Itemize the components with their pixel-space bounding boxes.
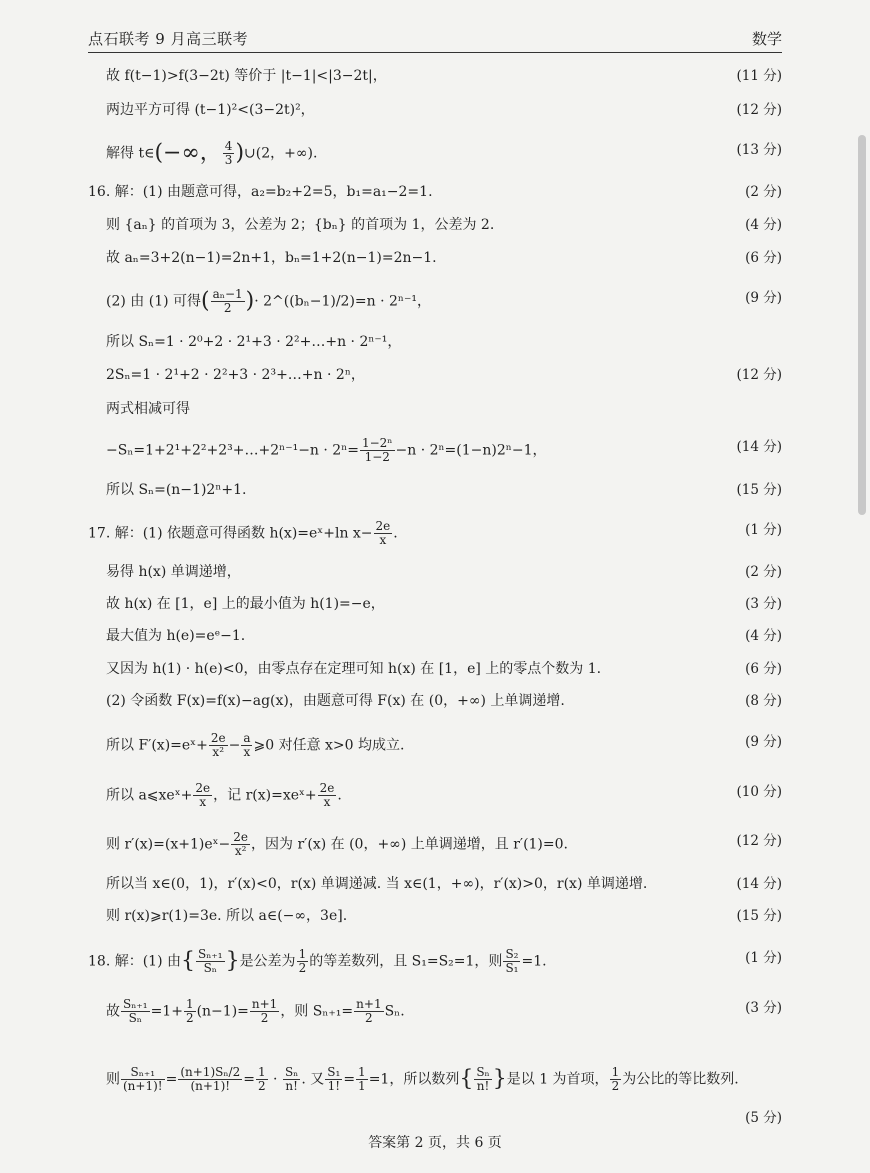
solution-line — [106, 288, 782, 315]
text-run: 所以 Sₙ=1 · 2⁰+2 · 2¹+3 · 2²+…+n · 2ⁿ⁻¹， — [106, 334, 402, 350]
score-label: (3 分) — [745, 1000, 782, 1016]
text-run: 最大值为 h(e)=eᵉ−1. — [106, 628, 246, 644]
text-run: 则 r(x)⩾r(1)=3e. 所以 a∈(−∞，3e]. — [106, 908, 348, 924]
fraction — [256, 1066, 268, 1093]
solution-line — [106, 998, 782, 1025]
fraction — [178, 1066, 242, 1093]
numerator: (n+1)Sₙ/2 — [180, 1065, 241, 1079]
denominator: 2 — [257, 1079, 266, 1093]
text-run: (2) 由 (1) 可得 — [106, 293, 202, 310]
text-run: 则 {aₙ} 的首项为 3，公差为 2；{bₙ} 的首项为 1，公差为 2. — [106, 217, 495, 233]
score-label: (6 分) — [745, 250, 782, 266]
numerator: Sₙ — [476, 1065, 490, 1079]
text-run: 16. 解：(1) 由题意可得，a₂=b₂+2=5，b₁=a₁−2=1. — [88, 184, 433, 200]
text-run: = — [165, 1071, 178, 1088]
bracket: (−∞， — [154, 140, 222, 166]
score-label: (12 分) — [736, 833, 782, 849]
solution-line — [106, 365, 782, 385]
text-run: 17. 解：(1) 依题意可得函数 h(x)=eˣ+ln x− — [88, 525, 373, 542]
text-run: 18. 解：(1) 由 — [88, 953, 181, 970]
score-label: (12 分) — [736, 367, 782, 383]
numerator: 2e — [233, 830, 249, 844]
denominator: 1 — [358, 1079, 366, 1093]
text-run: =1+ — [150, 1003, 183, 1020]
text-run: 是以 1 为首项， — [506, 1071, 609, 1088]
text-run: 易得 h(x) 单调递增， — [106, 564, 241, 580]
denominator: 2 — [223, 301, 232, 315]
fraction — [318, 782, 337, 809]
solution-line — [106, 782, 782, 809]
score-label: (5 分) — [745, 1110, 782, 1126]
text-run: = — [343, 1071, 356, 1088]
numerator: S₁ — [327, 1065, 341, 1079]
fraction — [360, 437, 395, 464]
text-run: (n−1)= — [196, 1003, 249, 1020]
question-line — [88, 948, 782, 975]
score-label: (15 分) — [736, 908, 782, 924]
text-run: 故 h(x) 在 [1，e] 上的最小值为 h(1)=−e， — [106, 596, 385, 612]
numerator: 1 — [185, 997, 194, 1011]
text-run: . — [393, 525, 398, 542]
denominator: 2 — [611, 1079, 620, 1093]
fraction — [474, 1066, 491, 1093]
text-run: 故 aₙ=3+2(n−1)=2n+1，bₙ=1+2(n−1)=2n−1. — [106, 250, 437, 266]
text-run: . 又 — [301, 1071, 325, 1088]
solution-line — [106, 100, 782, 120]
bracket: ) — [235, 140, 245, 166]
bracket: ) — [245, 288, 255, 314]
fraction — [209, 732, 228, 759]
denominator: n! — [285, 1079, 298, 1093]
fraction — [121, 1066, 165, 1093]
numerator: 2e — [375, 519, 391, 533]
fraction — [231, 831, 250, 858]
denominator: n! — [476, 1079, 490, 1093]
numerator: S₂ — [505, 947, 519, 961]
fraction — [325, 1066, 342, 1093]
fraction — [223, 140, 235, 167]
denominator: S₁ — [505, 961, 519, 975]
score-label: (4 分) — [745, 217, 782, 233]
subject-label: 数学 — [751, 30, 782, 48]
text-run: 为公比的等比数列. — [622, 1071, 739, 1088]
text-run: = — [243, 1071, 255, 1088]
denominator: Sₙ — [203, 961, 217, 975]
bracket: { — [459, 1066, 474, 1092]
numerator: 1 — [257, 1065, 266, 1079]
text-run: 的等差数列，且 S₁=S₂=1，则 — [309, 953, 503, 970]
numerator: 1 — [611, 1065, 620, 1079]
denominator: 2 — [260, 1011, 269, 1025]
question-line — [88, 182, 782, 202]
text-run: 所以 F′(x)=eˣ+ — [106, 737, 208, 754]
text-run: −n · 2ⁿ=(1−n)2ⁿ−1， — [395, 442, 547, 459]
numerator: 2e — [210, 731, 226, 745]
solution-line — [106, 906, 782, 926]
solution-line — [106, 1066, 782, 1093]
text-run: ⩾0 对任意 x>0 均成立. — [253, 737, 405, 754]
denominator: (n+1)! — [190, 1079, 231, 1093]
bracket: { — [181, 948, 195, 974]
fraction — [241, 732, 252, 759]
fraction — [283, 1066, 300, 1093]
page-header — [88, 26, 782, 53]
denominator: x — [199, 795, 207, 809]
text-run: 则 — [106, 1071, 120, 1088]
text-run: 故 — [106, 1003, 120, 1020]
numerator: 2e — [195, 781, 211, 795]
text-run: (2) 令函数 F(x)=f(x)−ag(x)，由题意可得 F(x) 在 (0，+∞) 上单调递增. — [106, 693, 565, 709]
denominator: 2 — [185, 1011, 194, 1025]
fraction — [610, 1066, 622, 1093]
denominator: x — [323, 795, 331, 809]
text-run: ，因为 r′(x) 在 (0，+∞) 上单调递增，且 r′(1)=0. — [251, 836, 568, 853]
denominator: 1−2 — [364, 450, 390, 464]
score-label: (14 分) — [736, 876, 782, 892]
text-run: 解得 t∈ — [106, 145, 155, 162]
solution-line — [106, 626, 782, 646]
score-label: (10 分) — [736, 784, 782, 800]
solution-line — [106, 66, 782, 86]
scrollbar-thumb[interactable] — [858, 135, 866, 515]
page-footer: 答案第 2 页，共 6 页 — [368, 1135, 502, 1151]
bracket: ( — [201, 288, 210, 314]
text-run: − — [228, 737, 241, 754]
numerator: Sₙ₊₁ — [198, 947, 223, 961]
fraction — [374, 520, 393, 547]
fraction — [211, 288, 245, 315]
denominator: x² — [234, 844, 247, 858]
solution-line — [106, 399, 782, 419]
score-label: (4 分) — [745, 628, 782, 644]
fraction — [121, 998, 150, 1025]
text-run: 所以 Sₙ=(n−1)2ⁿ+1. — [106, 482, 247, 498]
fraction — [356, 1066, 368, 1093]
score-label: (13 分) — [736, 142, 782, 158]
score-label: (14 分) — [736, 439, 782, 455]
solution-line — [106, 140, 782, 167]
denominator: 3 — [224, 153, 233, 167]
numerator: Sₙ — [284, 1065, 299, 1079]
solution-line — [106, 437, 782, 464]
text-run: Sₙ. — [384, 1003, 405, 1020]
text-run: =1. — [521, 953, 547, 970]
solution-line — [106, 332, 782, 352]
text-run: =1，所以数列 — [368, 1071, 460, 1088]
numerator: 1−2ⁿ — [361, 436, 393, 450]
numerator: a — [243, 731, 251, 745]
solution-line — [106, 659, 782, 679]
numerator: Sₙ₊₁ — [121, 1066, 165, 1080]
score-label: (3 分) — [745, 596, 782, 612]
score-label: (2 分) — [745, 564, 782, 580]
score-label: (1 分) — [745, 950, 782, 966]
fraction — [184, 998, 196, 1025]
solution-line — [106, 248, 782, 268]
numerator: aₙ−1 — [212, 287, 243, 301]
denominator: 2 — [365, 1011, 373, 1025]
numerator: 1 — [298, 947, 307, 961]
fraction — [503, 948, 520, 975]
text-run: 2Sₙ=1 · 2¹+2 · 2²+3 · 2³+…+n · 2ⁿ， — [106, 367, 365, 383]
solution-line — [106, 691, 782, 711]
score-label: (15 分) — [736, 482, 782, 498]
numerator: 1 — [358, 1065, 366, 1079]
denominator: x — [243, 745, 251, 759]
text-run: ，则 Sₙ₊₁= — [280, 1003, 354, 1020]
text-run: ∪(2，+∞). — [244, 145, 318, 162]
numerator: Sₙ₊₁ — [123, 997, 148, 1011]
solution-line — [106, 480, 782, 500]
solution-line — [106, 215, 782, 235]
text-run: 是公差为 — [239, 953, 296, 970]
fraction — [193, 782, 212, 809]
text-run: −Sₙ=1+2¹+2²+2³+…+2ⁿ⁻¹−n · 2ⁿ= — [106, 442, 359, 459]
score-label: (11 分) — [736, 68, 782, 84]
text-run: ，记 r(x)=xeˣ+ — [213, 787, 317, 804]
text-run: 两边平方可得 (t−1)²<(3−2t)²， — [106, 102, 315, 118]
numerator: 2e — [319, 781, 335, 795]
bracket: } — [225, 948, 240, 974]
text-run: 故 f(t−1)>f(3−2t) 等价于 |t−1|<|3−2t|， — [106, 68, 387, 84]
text-run: 两式相减可得 — [106, 401, 190, 417]
solution-line — [106, 732, 782, 759]
solution-line — [106, 831, 782, 858]
denominator: x — [379, 533, 387, 547]
score-label: (6 分) — [745, 661, 782, 677]
text-run: 所以 a⩽xeˣ+ — [106, 787, 193, 804]
score-label: (8 分) — [745, 693, 782, 709]
text-run: · — [268, 1071, 282, 1088]
numerator: n+1 — [251, 997, 278, 1011]
denominator: Sₙ — [128, 1011, 142, 1025]
denominator: x² — [212, 745, 224, 759]
score-label: (2 分) — [745, 184, 782, 200]
numerator: n+1 — [356, 997, 382, 1011]
solution-line — [106, 874, 782, 894]
exam-title: 点石联考 9 月高三联考 — [88, 30, 249, 48]
score-label: (9 分) — [745, 734, 782, 750]
numerator: 4 — [224, 139, 233, 153]
fraction — [196, 948, 225, 975]
question-line — [88, 520, 782, 547]
score-label: (12 分) — [736, 102, 782, 118]
text-run: 又因为 h(1) · h(e)<0，由零点存在定理可知 h(x) 在 [1，e] 上的零点个数为 1. — [106, 661, 602, 677]
text-run: . — [337, 787, 342, 804]
fraction — [354, 998, 383, 1025]
bracket: } — [492, 1066, 507, 1092]
text-run: 则 r′(x)=(x+1)eˣ− — [106, 836, 231, 853]
text-run: 所以当 x∈(0，1)，r′(x)<0，r(x) 单调递减. 当 x∈(1，+∞)，r′(x)>0，r(x) 单调递增. — [106, 876, 648, 892]
solution-line — [106, 562, 782, 582]
score-label: (1 分) — [745, 522, 782, 538]
denominator: (n+1)! — [123, 1079, 163, 1093]
solution-line — [106, 594, 782, 614]
fraction — [297, 948, 309, 975]
denominator: 1! — [327, 1079, 341, 1093]
denominator: 2 — [298, 961, 307, 975]
score-label: (9 分) — [745, 290, 782, 306]
text-run: · 2^((bₙ−1)/2)=n · 2ⁿ⁻¹， — [254, 293, 431, 310]
fraction — [250, 998, 279, 1025]
